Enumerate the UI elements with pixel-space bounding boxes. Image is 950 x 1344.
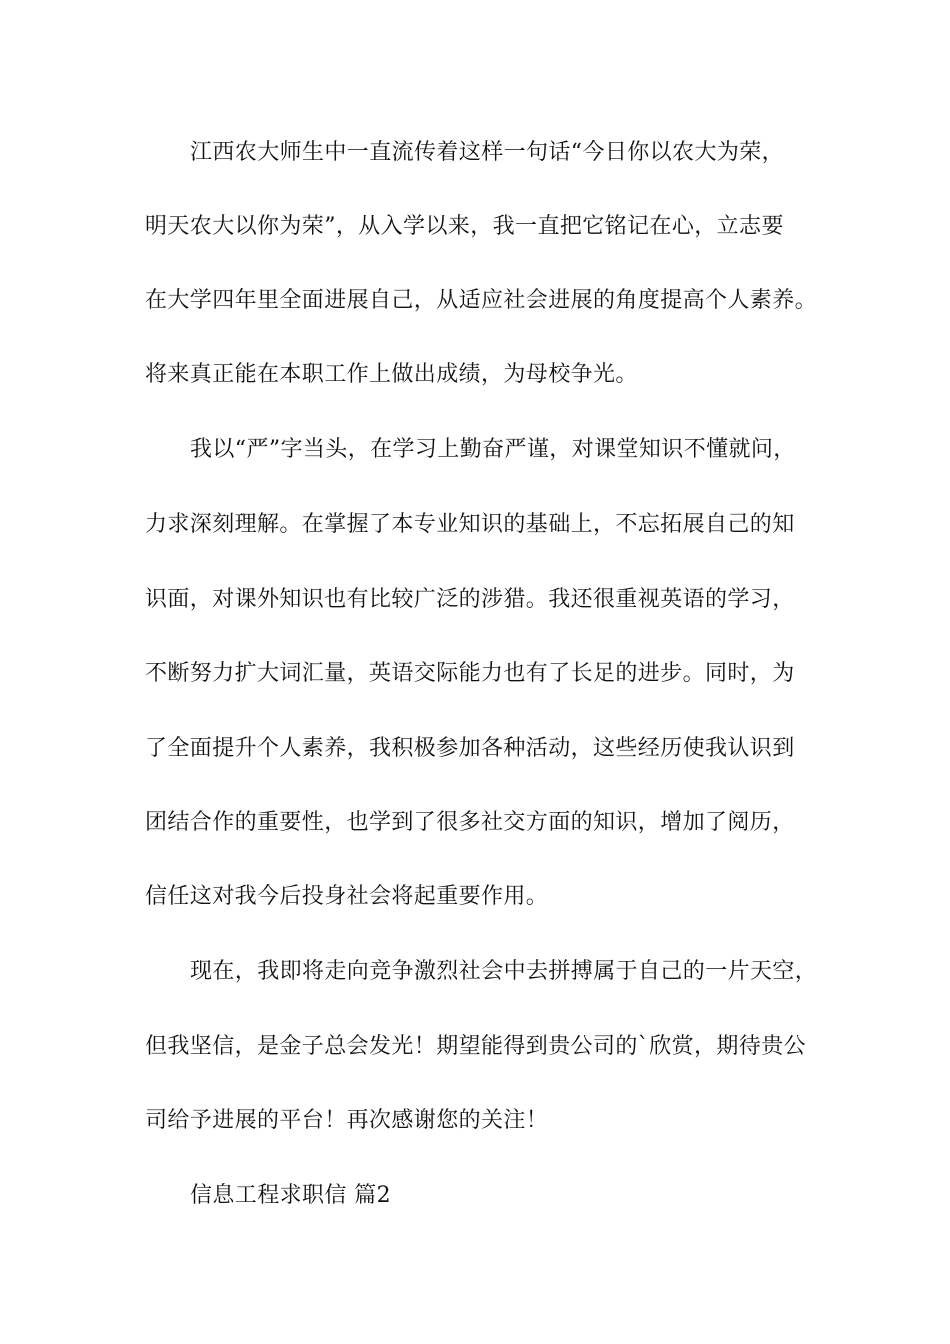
paragraph-3-line-3: 司给予进展的平台！再次感谢您的关注！	[145, 1108, 549, 1133]
paragraph-2-line-4: 不断努力扩大词汇量，英语交际能力也有了长足的进步。同时，为	[145, 661, 795, 686]
paragraph-1-line-3: 在大学四年里全面进展自己，从适应社会进展的角度提高个人素养。	[145, 288, 818, 313]
paragraph-2-line-2: 力求深刻理解。在掌握了本专业知识的基础上，不忘拓展自己的知	[145, 512, 795, 537]
section-heading: 信息工程求职信 篇2	[190, 1183, 391, 1208]
paragraph-3-line-1: 现在，我即将走向竞争激烈社会中去拼搏属于自己的一片天空，	[190, 959, 818, 984]
paragraph-2-line-1: 我以“严”字当头，在学习上勤奋严谨，对课堂知识不懂就问，	[190, 437, 796, 462]
paragraph-2-line-6: 团结合作的重要性，也学到了很多社交方面的知识，增加了阅历，	[145, 810, 795, 835]
paragraph-1-line-2: 明天农大以你为荣”，从入学以来，我一直把它铭记在心，立志要	[145, 214, 784, 239]
paragraph-2-line-3: 识面，对课外知识也有比较广泛的涉猎。我还很重视英语的学习，	[145, 587, 795, 612]
paragraph-2-line-5: 了全面提升个人素养，我积极参加各种活动，这些经历使我认识到	[145, 736, 795, 761]
paragraph-2-line-7: 信任这对我今后投身社会将起重要作用。	[145, 884, 549, 909]
paragraph-1-line-4: 将来真正能在本职工作上做出成绩，为母校争光。	[145, 362, 638, 387]
paragraph-1-line-1: 江西农大师生中一直流传着这样一句话“今日你以农大为荣，	[190, 140, 785, 165]
paragraph-3-line-2: 但我坚信，是金子总会发光！期望能得到贵公司的`欣赏，期待贵公	[145, 1034, 807, 1059]
